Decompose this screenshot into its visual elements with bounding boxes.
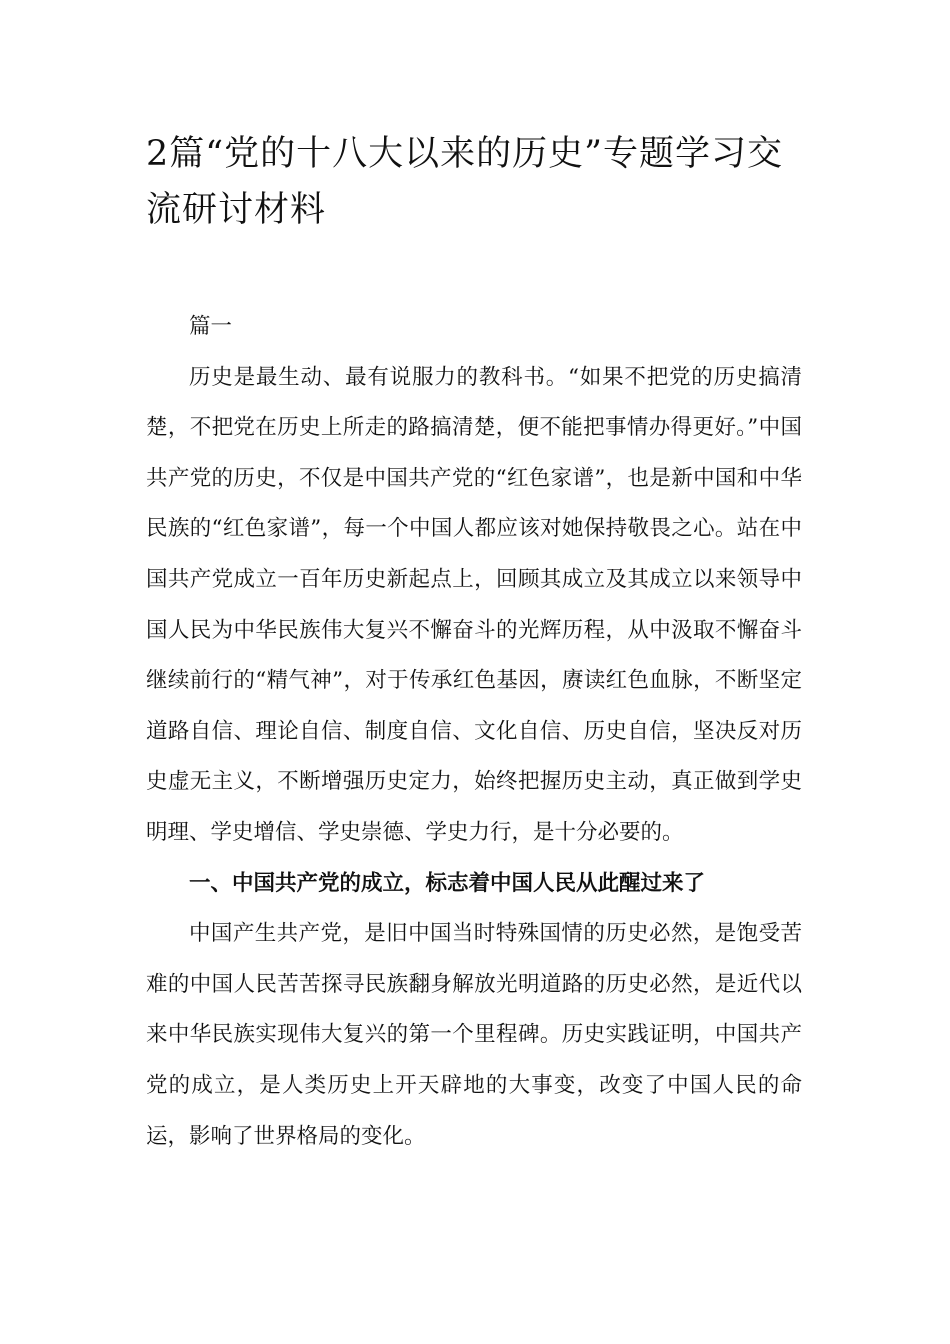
document-title: 2篇“党的十八大以来的历史”专题学习交流研讨材料 [146, 134, 784, 230]
section-label: 篇一 [189, 314, 233, 339]
paragraph-2: 中国产生共产党，是旧中国当时特殊国情的历史必然，是饱受苦难的中国人民苦苦探寻民族翻身解放光明道路的历史必然，是近代以来中华民族实现伟大复兴的第一个里程碑。历史实践证明，中国共产党的成立，是人类历史上开天辟地的大事变，改变了中国人民的命运，影响了世界格局的变化。 [146, 921, 802, 1149]
document-body [146, 302, 802, 1162]
document-page [146, 126, 802, 1162]
paragraph-1: 历史是最生动、最有说服力的教科书。“如果不把党的历史搞清楚，不把党在历史上所走的路搞清楚，便不能把事情办得更好。”中国共产党的历史，不仅是中国共产党的“红色家谱”，也是新中国和中华民族的“红色家谱”，每一个中国人都应该对她保持敬畏之心。站在中国共产党成立一百年历史新起点上，回顾其成立及其成立以来领导中国人民为中华民族伟大复兴不懈奋斗的光辉历程，从中汲取不懈奋斗继续前行的“精气神”，对于传承红色基因，赓读红色血脉，不断坚定道路自信、理论自信、制度自信、文化自信、历史自信，坚决反对历史虚无主义，不断增强历史定力，始终把握历史主动，真正做到学史明理、学史增信、学史崇德、学史力行，是十分必要的。 [146, 364, 802, 845]
heading-1: 一、中国共产党的成立，标志着中国人民从此醒过来了 [189, 870, 706, 896]
